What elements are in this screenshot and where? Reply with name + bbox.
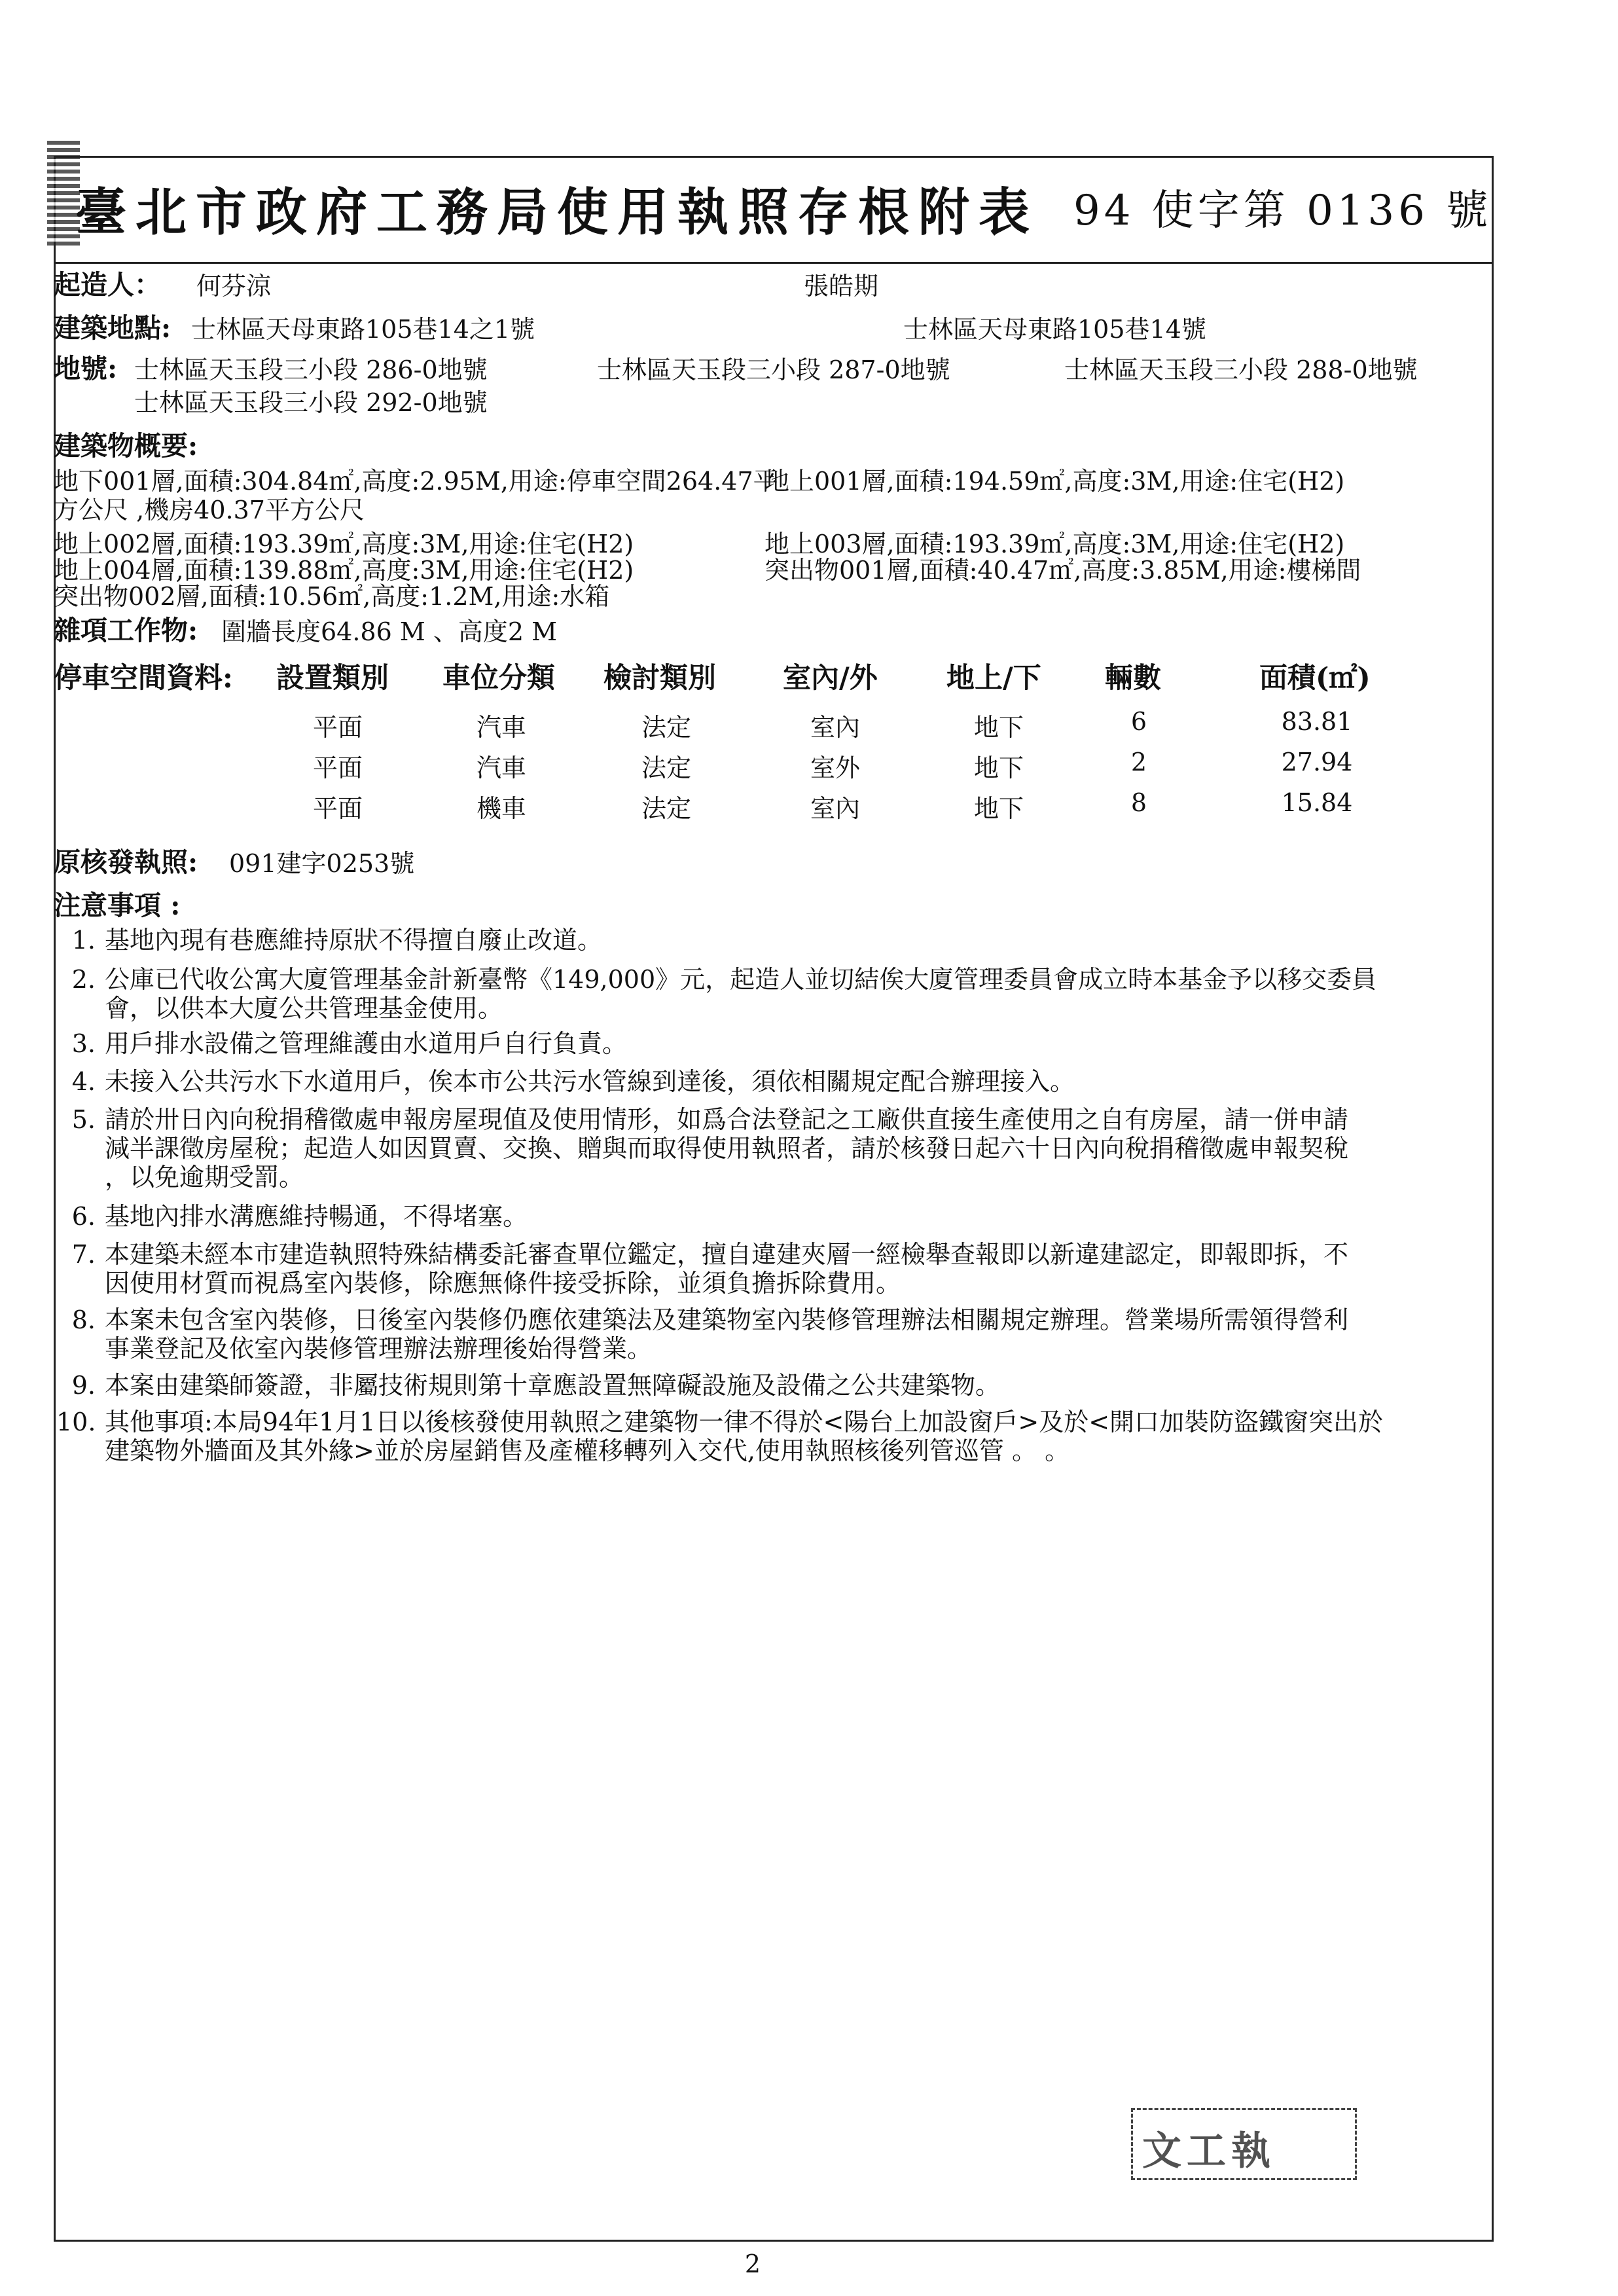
parking-cell: 室內 bbox=[810, 713, 860, 742]
parking-cell: 地下 bbox=[973, 794, 1024, 823]
parking-cell: 8 bbox=[1130, 788, 1147, 817]
overview-f2: 地上002層,面積:193.39㎡,高度:3M,用途:住宅(H2) bbox=[54, 530, 634, 558]
parking-header-level: 地上/下 bbox=[946, 662, 1041, 695]
parking-cell: 法定 bbox=[641, 794, 691, 823]
overview-label: 建築物概要: bbox=[54, 430, 198, 462]
parking-cell: 法定 bbox=[641, 713, 691, 742]
note-number: 9. bbox=[71, 1371, 96, 1400]
builder-name-2: 張皓期 bbox=[804, 272, 879, 301]
note-text: 用戶排水設備之管理維護由水道用戶自行負責。 bbox=[105, 1029, 628, 1058]
parking-cell: 83.81 bbox=[1281, 707, 1353, 736]
note-number: 3. bbox=[71, 1029, 96, 1058]
overview-b1-line1: 地下001層,面積:304.84㎡,高度:2.95M,用途:停車空間264.47平 bbox=[54, 467, 778, 496]
overview-r1: 突出物001層,面積:40.47㎡,高度:3.85M,用途:樓梯間 bbox=[764, 556, 1361, 585]
parking-cell: 15.84 bbox=[1281, 788, 1353, 817]
parking-cell: 室內 bbox=[810, 794, 860, 823]
parking-header-category: 車位分類 bbox=[442, 662, 555, 695]
note-number: 8. bbox=[71, 1305, 96, 1334]
permit-number: 94 使字第 0136 號 bbox=[1073, 187, 1492, 235]
page-number: 2 bbox=[744, 2250, 761, 2278]
parking-cell: 室外 bbox=[810, 754, 860, 782]
parking-header-area: 面積(㎡) bbox=[1259, 662, 1371, 695]
note-number: 7. bbox=[71, 1240, 96, 1269]
parking-cell: 法定 bbox=[641, 754, 691, 782]
overview-f1: 地上001層,面積:194.59㎡,高度:3M,用途:住宅(H2) bbox=[764, 467, 1345, 496]
parking-cell: 平面 bbox=[312, 713, 363, 742]
overview-f4: 地上004層,面積:139.88㎡,高度:3M,用途:住宅(H2) bbox=[54, 556, 634, 585]
note-number: 5. bbox=[71, 1105, 96, 1134]
overview-b1-line2: 方公尺 ,機房40.37平方公尺 bbox=[54, 496, 365, 524]
note-text: 未接入公共污水下水道用戶，俟本市公共污水管線到達後，須依相關規定配合辦理接入。 bbox=[105, 1067, 1075, 1096]
note-text: 公庫已代收公寓大廈管理基金計新臺幣《149,000》元，起造人並切結俟大廈管理委員會成立時本基金予以移交委員 bbox=[105, 965, 1377, 994]
original-permit-label: 原核發執照: bbox=[54, 847, 198, 878]
overview-f3: 地上003層,面積:193.39㎡,高度:3M,用途:住宅(H2) bbox=[764, 530, 1345, 558]
note-text: 建築物外牆面及其外緣>並於房屋銷售及產權移轉列入交代,使用執照核後列管巡管 。 。 bbox=[105, 1436, 1070, 1465]
notes-label: 注意事項 : bbox=[54, 890, 181, 921]
parking-label: 停車空間資料: bbox=[54, 662, 233, 695]
parking-cell: 地下 bbox=[973, 713, 1024, 742]
note-text: 因使用材質而視爲室內裝修，除應無條件接受拆除，並須負擔拆除費用。 bbox=[105, 1269, 901, 1298]
note-text: 基地內排水溝應維持暢通，不得堵塞。 bbox=[105, 1202, 528, 1231]
note-text: 事業登記及依室內裝修管理辦法辦理後始得營業。 bbox=[105, 1334, 653, 1363]
parking-cell: 平面 bbox=[312, 794, 363, 823]
note-number: 10. bbox=[56, 1408, 96, 1436]
misc-works-value: 圍牆長度64.86 M 、高度2 M bbox=[221, 617, 558, 646]
parking-cell: 平面 bbox=[312, 754, 363, 782]
parking-cell: 地下 bbox=[973, 754, 1024, 782]
parking-cell: 汽車 bbox=[476, 713, 526, 742]
parking-cell: 2 bbox=[1130, 748, 1147, 776]
builder-label: 起造人： bbox=[54, 269, 161, 301]
note-number: 6. bbox=[71, 1202, 96, 1231]
builder-name-1: 何芬涼 bbox=[196, 272, 272, 301]
site-address-2: 士林區天母東路105巷14號 bbox=[903, 315, 1206, 344]
lot-1: 士林區天玉段三小段 286-0地號 bbox=[134, 355, 488, 384]
note-text: ，以免逾期受罰。 bbox=[105, 1163, 304, 1192]
note-text: 本建築未經本市建造執照特殊結構委託審查單位鑑定，擅自違建夾層一經檢舉查報即以新違建認定，即報即拆，不 bbox=[105, 1240, 1349, 1269]
note-text: 會，以供本大廈公共管理基金使用。 bbox=[105, 994, 503, 1023]
lot-4: 士林區天玉段三小段 292-0地號 bbox=[134, 388, 488, 417]
note-text: 本案由建築師簽證，非屬技術規則第十章應設置無障礙設施及設備之公共建築物。 bbox=[105, 1371, 1001, 1400]
misc-works-label: 雜項工作物: bbox=[54, 615, 198, 646]
parking-header-count: 輛數 bbox=[1105, 662, 1161, 695]
document-title: 臺北市政府工務局使用執照存根附表 bbox=[75, 183, 1039, 242]
note-number: 4. bbox=[71, 1067, 96, 1096]
note-text: 本案未包含室內裝修，日後室內裝修仍應依建築法及建築物室內裝修管理辦法相關規定辦理。營業場所需領得營利 bbox=[105, 1305, 1349, 1334]
office-seal-text: 文工執 bbox=[1142, 2128, 1276, 2174]
lot-3: 士林區天玉段三小段 288-0地號 bbox=[1064, 355, 1418, 384]
parking-header-type: 設置類別 bbox=[276, 662, 389, 695]
parking-cell: 6 bbox=[1130, 707, 1147, 736]
parking-header-indoor: 室內/外 bbox=[783, 662, 878, 695]
parking-cell: 汽車 bbox=[476, 754, 526, 782]
site-label: 建築地點: bbox=[54, 312, 171, 344]
lots-label: 地號: bbox=[54, 353, 118, 384]
note-text: 請於卅日內向稅捐稽徵處申報房屋現值及使用情形，如爲合法登記之工廠供直接生產使用之自有房屋，請一併申請 bbox=[105, 1105, 1349, 1134]
note-text: 其他事項:本局94年1月1日以後核發使用執照之建築物一律不得於<陽台上加設窗戶>及於<開口加裝防盜鐵窗突出於 bbox=[105, 1408, 1384, 1436]
parking-header-review: 檢討類別 bbox=[603, 662, 716, 695]
original-permit-value: 091建字0253號 bbox=[229, 849, 415, 878]
site-address-1: 士林區天母東路105巷14之1號 bbox=[191, 315, 535, 344]
overview-r2: 突出物002層,面積:10.56㎡,高度:1.2M,用途:水箱 bbox=[54, 582, 610, 611]
parking-cell: 機車 bbox=[476, 794, 526, 823]
note-text: 減半課徵房屋稅；起造人如因買賣、交換、贈與而取得使用執照者，請於核發日起六十日內向稅捐稽徵處申報契稅 bbox=[105, 1134, 1349, 1163]
note-number: 2. bbox=[71, 965, 96, 994]
note-text: 基地內現有巷應維持原狀不得擅自廢止改道。 bbox=[105, 926, 603, 955]
parking-cell: 27.94 bbox=[1281, 748, 1353, 776]
note-number: 1. bbox=[71, 926, 96, 955]
lot-2: 士林區天玉段三小段 287-0地號 bbox=[597, 355, 950, 384]
